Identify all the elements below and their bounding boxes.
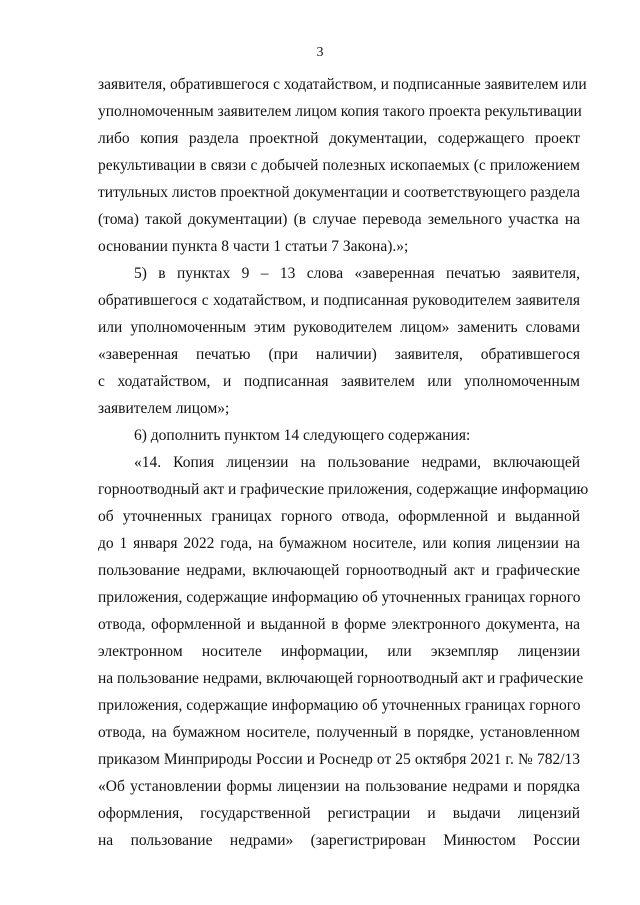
text-line: отвода, оформленной и выданной в форме электронного документа, на (98, 616, 580, 633)
text-line: до 1 января 2022 года, на бумажном носителе, или копия лицензии на (98, 535, 580, 552)
text-line: электронном носителе информации, или экземпляр лицензии (98, 643, 580, 660)
text-line: пользование недрами, включающей горноотводный акт и графические (98, 562, 580, 579)
text-line: об уточненных границах горного отвода, оформленной и выданной (98, 508, 580, 525)
text-line: приложения, содержащие информацию об уточненных границах горного (98, 589, 581, 606)
text-line: обратившегося с ходатайством, и подписанная руководителем заявителя (98, 292, 580, 309)
text-line: горноотводный акт и графические приложения, содержащие информацию (98, 481, 589, 498)
text-line: титульных листов проектной документации и соответствующего раздела (98, 184, 580, 201)
text-line: (тома) такой документации) (в случае перевода земельного участка на (98, 211, 580, 228)
text-line: рекультивации в связи с добычей полезных ископаемых (с приложением (98, 157, 580, 174)
text-line: с ходатайством, и подписанная заявителем или уполномоченным (98, 373, 580, 390)
text-line: отвода, на бумажном носителе, полученный в порядке, установленном (98, 724, 580, 741)
text-line: на пользование недрами» (зарегистрирован Минюстом России (98, 832, 580, 849)
document-text-body (98, 71, 589, 854)
text-line: приложения, содержащие информацию об уточненных границах горного (98, 697, 581, 714)
text-line: основании пункта 8 части 1 статьи 7 Закона).»; (98, 238, 409, 255)
text-line: приказом Минприроды России и Роснедр от 25 октября 2021 г. № 782/13 (98, 751, 580, 768)
text-line: «Об установлении формы лицензии на пользование недрами и порядка (98, 778, 580, 795)
text-line: оформления, государственной регистрации и выдачи лицензий (98, 805, 580, 822)
page-number: 3 (316, 45, 324, 60)
text-line: либо копия раздела проектной документации, содержащего проект (98, 130, 580, 147)
text-line: «заверенная печатью (при наличии) заявителя, обратившегося (98, 346, 580, 363)
text-line: 6) дополнить пунктом 14 следующего содержания: (134, 427, 471, 444)
text-line: на пользование недрами, включающей горноотводный акт и графические (98, 670, 584, 687)
text-line: «14. Копия лицензии на пользование недрами, включающей (134, 454, 580, 471)
text-line: заявителем лицом»; (98, 400, 230, 417)
text-line: уполномоченным заявителем лицом копия такого проекта рекультивации (98, 103, 582, 120)
text-line: заявителя, обратившегося с ходатайством, и подписанные заявителем или (98, 76, 587, 93)
text-line: или уполномоченным этим руководителем лицом» заменить словами (98, 319, 580, 336)
text-line: 5) в пунктах 9 – 13 слова «заверенная печатью заявителя, (134, 265, 580, 282)
